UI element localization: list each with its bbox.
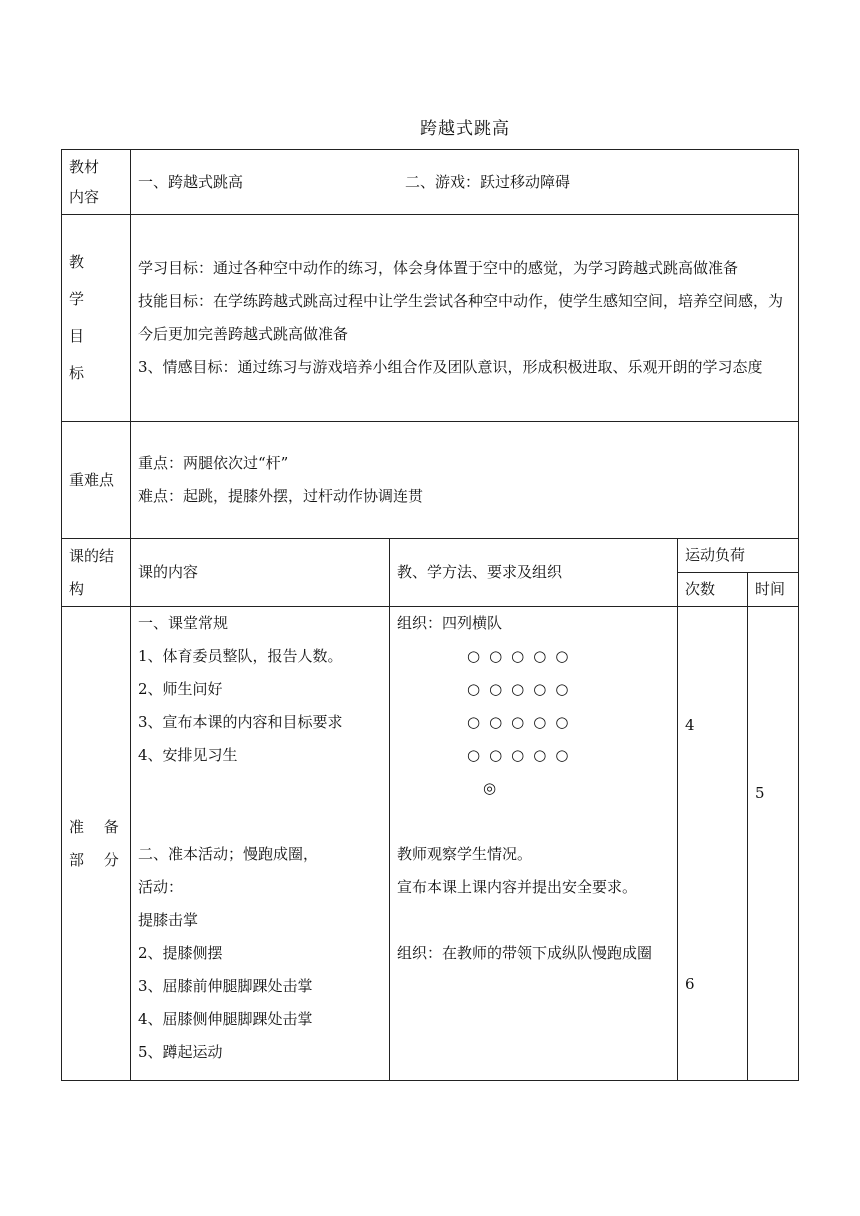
difficulty-point: 难点：起跳，提膝外摆，过杆动作协调连贯 bbox=[138, 487, 424, 505]
teacher-mark-icon: ◎ bbox=[483, 779, 497, 797]
org-title: 组织：四列横队 bbox=[397, 614, 503, 632]
content-item-2: 二、游戏：跃过移动障碍 bbox=[405, 172, 571, 191]
prep-count: 4 6 bbox=[678, 607, 748, 1081]
key-point: 重点：两腿依次过“杆” bbox=[138, 454, 289, 472]
org-2: 组织：在教师的带领下成纵队慢跑成圈 bbox=[397, 944, 653, 962]
learning-objective: 学习目标：通过各种空中动作的练习，体会身体置于空中的感觉，为学习跨越式跳高做准备 bbox=[138, 259, 739, 277]
emotion-objective: 3、情感目标：通过练习与游戏培养小组合作及团队意识，形成积极进取、乐观开朗的学习态度 bbox=[138, 358, 763, 376]
prep-content: 一、课堂常规 1、体育委员整队，报告人数。 2、师生问好 3、宣布本课的内容和目标要求 4、安排见习生 二、准本活动；慢跑成圈， 活动： 提膝击掌 2、提膝侧摆 3、屈膝前伸腿脚踝处击掌 4、屈膝侧伸腿脚踝处击掌 5、蹲起运动 bbox=[131, 607, 390, 1081]
page-title: 跨越式跳高 bbox=[420, 119, 510, 139]
prep-label: 准 备 部 分 bbox=[62, 607, 131, 1081]
formation-row: ○○○○○ bbox=[467, 713, 578, 731]
objectives-text bbox=[131, 215, 799, 422]
skill-objective: 技能目标：在学练跨越式跳高过程中让学生尝试各种空中动作，使学生感知空间，培养空间感，为今后更加完善跨越式跳高做准备 bbox=[138, 292, 784, 343]
lesson-plan-table bbox=[61, 149, 799, 1081]
content-header: 课的内容 bbox=[131, 539, 390, 607]
formation-row: ○○○○○ bbox=[467, 746, 578, 764]
load-header: 运动负荷 bbox=[678, 539, 799, 573]
prep-time: 5 bbox=[748, 607, 799, 1081]
content-item-1: 一、跨越式跳高 bbox=[138, 172, 244, 191]
row-teaching-content bbox=[62, 150, 799, 215]
row-objectives bbox=[62, 215, 799, 422]
row-prep bbox=[62, 607, 799, 1081]
methods-header: 教、学方法、要求及组织 bbox=[390, 539, 678, 607]
time-header: 时间 bbox=[748, 573, 799, 607]
row-header-1 bbox=[62, 539, 799, 573]
prep-methods: 组织：四列横队 ○○○○○ ○○○○○ ○○○○○ ○○○○○ ◎ 教师观察学生情况。 宣布本课上课内容并提出安全要求。 组织：在教师的带领下成纵队慢跑成圈 bbox=[390, 607, 678, 1081]
structure-header: 课的结 构 bbox=[62, 539, 131, 607]
key-points-text bbox=[131, 422, 799, 539]
row-key-points bbox=[62, 422, 799, 539]
objectives-label: 教 学 目 标 bbox=[62, 215, 131, 422]
count-header: 次数 bbox=[678, 573, 748, 607]
teaching-content-label: 教材 内容 bbox=[62, 150, 131, 215]
formation-row: ○○○○○ bbox=[467, 647, 578, 665]
key-points-label: 重难点 bbox=[62, 422, 131, 539]
teaching-content-items bbox=[131, 150, 799, 215]
formation-row: ○○○○○ bbox=[467, 680, 578, 698]
